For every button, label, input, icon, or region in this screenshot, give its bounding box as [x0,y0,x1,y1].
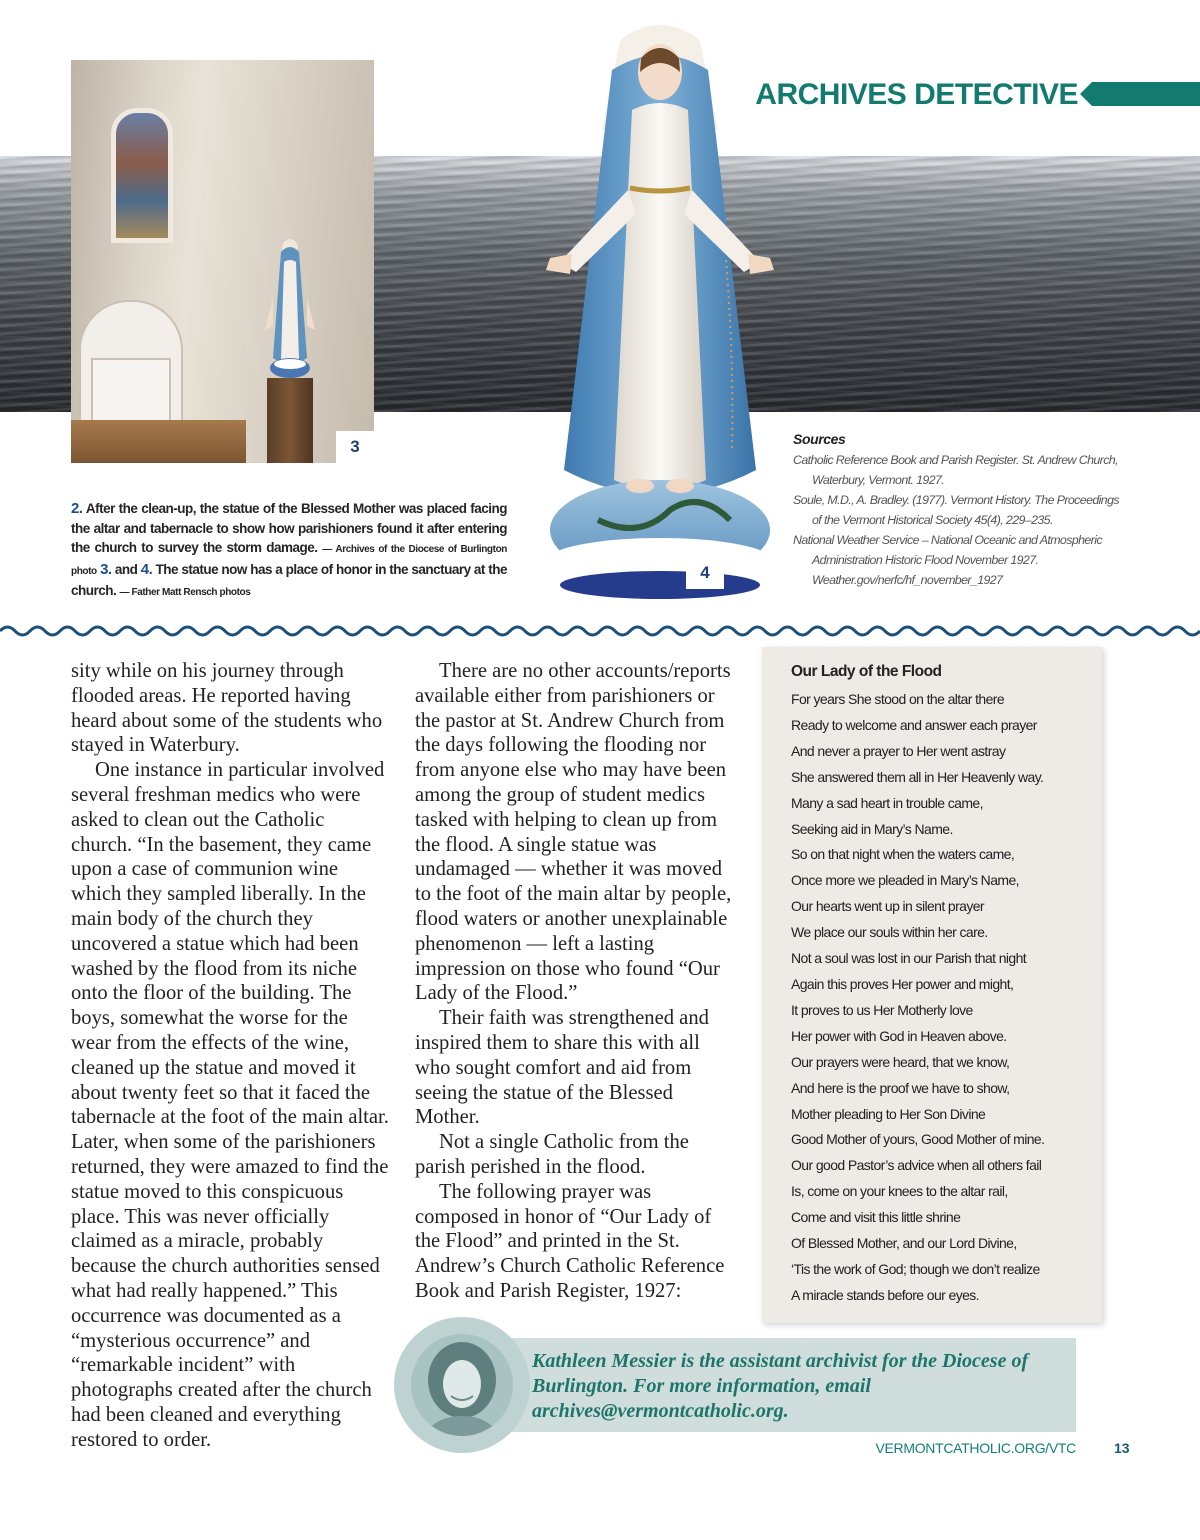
poem-line: A miracle stands before our eyes. [791,1286,979,1303]
poem-line: Many a sad heart in trouble came, [791,794,983,811]
caption-and: and [114,561,138,577]
church-interior-photo [71,60,374,463]
poem-line: Once more we pleaded in Mary’s Name, [791,872,1019,889]
poem-line: For years She stood on the altar there [791,691,1004,707]
article-paragraph: Not a single Catholic from the parish perished in the flood. [415,1131,689,1178]
poem-line: Is, come on your knees to the altar rail, [791,1183,1008,1200]
article-paragraph: The following prayer was composed in honor of “Our Lady of the Flood” and printed in the St. Andrew’s Church Catholic Reference Book and Parish Register, 1927: [415,1180,725,1302]
photo-number-4: 4 [686,557,724,589]
caption-credit-3-4: — Father Matt Rensch photos [119,587,251,599]
poem-line: We place our souls within her care. [791,924,988,941]
poem-line: And here is the proof we have to show, [791,1079,1010,1096]
article-paragraph: Their faith was strengthened and inspired them to share this with all who sought comfort and aid from seeing the statue of the Blessed Mother. [415,1007,709,1129]
poem-line: Ready to welcome and answer each prayer [791,716,1037,733]
caption-text-2: After the clean-up, the statue of the Blessed Mother was placed facing the altar and tabernacle to show how parishioners found it after entering the church to survey the storm damage. [71,501,508,556]
church-pews [71,420,246,463]
poem-line: Our prayers were heard, that we know, [791,1053,1010,1070]
article-column-2 [415,659,733,1304]
article-paragraph: There are no other accounts/reports available either from parishioners or the pastor at St. Andrew Church from the days following the flooding nor from anyone else who may have been among the group of student medics tasked with helping to clean up from the flood. A single statue was undamaged — whether it was moved to the foot of the main altar by people, flood waters or another unexplainable phenomenon — left a lasting impression on those who found “Our Lady of the Flood.” [415,660,732,1005]
poem-line: Mother pleading to Her Son Divine [791,1105,986,1122]
page-number: 13 [1114,1440,1130,1456]
poem-line: ‘Tis the work of God; though we don’t realize [791,1260,1040,1277]
poem-box [762,647,1102,1323]
sources-title: Sources [793,431,846,447]
article-column-1 [71,659,389,1453]
small-statue-figure [263,238,317,380]
article-paragraph: One instance in particular involved several freshman medics who were asked to clean out the Catholic church. “In the basement, they came upon a case of communion wine which they sampled liberally. In the main body of the church they uncovered a statue which had been washed by the flood from its niche onto the floor of the building. The boys, somewhat the worse for the wear from the effects of the wine, cleaned up the statue and moved it about twenty feet so that it faced the tabernacle at the foot of the main altar. Later, when some of the parishioners returned, they were amazed to find the statue moved to this conspicuous place. This was never officially claimed as a miracle, probably because the church authorities sensed what had really happened.” This occurrence was documented as a “mysterious occurrence” and “remarkable incident” with photographs created after the church had been cleaned and everything restored to order. [71,759,389,1451]
poem-title: Our Lady of the Flood [791,663,942,680]
source-item: Soule, M.D., A. Bradley. (1977). Vermont History. The Proceedings of the Vermont Historical Society 45(4), 229–235. [793,493,1119,527]
caption-number-2: 2. [71,500,83,517]
poem-line: And never a prayer to Her went astray [791,742,1006,759]
poem-line: Our hearts went up in silent prayer [791,898,984,915]
statue-pedestal [267,378,313,463]
poem-line: Again this proves Her power and might, [791,975,1014,992]
author-bio-text: Kathleen Messier is the assistant archivist for the Diocese of Burlington. For more information, email archives@vermontcatholic.org. [532,1350,1029,1422]
poem-line: Of Blessed Mother, and our Lord Divine, [791,1235,1017,1252]
poem-line: Not a soul was lost in our Parish that night [791,950,1027,967]
section-title: ARCHIVES DETECTIVE [755,78,1078,111]
sources-block [793,431,1123,590]
stained-glass-window [111,108,173,243]
photo-caption [71,499,507,603]
poem-line: It proves to us Her Motherly love [791,1001,973,1018]
poem-line: Her power with God in Heaven above. [791,1027,1007,1044]
caption-number-3: 3. [100,560,112,578]
poem-line: She answered them all in Her Heavenly way. [791,768,1044,785]
author-avatar [411,1334,513,1436]
article-paragraph: sity while on his journey through flooded areas. He reported having heard about some of the students who stayed in Waterbury. [71,660,383,757]
footer-url[interactable]: VERMONTCATHOLIC.ORG/VTC [875,1440,1076,1456]
source-item: National Weather Service – National Oceanic and Atmospheric Administration Historic Flood November 1927. Weather.gov/nerfc/hf_november_1927 [793,533,1102,587]
caption-text-3-4: The statue now has a place of honor in the sanctuary at the church. [71,561,507,599]
blessed-mother-statue-photo [520,0,800,600]
poem-line: Our good Pastor’s advice when all others fail [791,1157,1042,1174]
poem-line: Seeking aid in Mary’s Name. [791,820,953,837]
poem-line: Good Mother of yours, Good Mother of mine. [791,1131,1045,1148]
poem-lines [791,687,1091,1309]
source-item: Catholic Reference Book and Parish Register. St. Andrew Church, Waterbury, Vermont. 1927. [793,453,1118,487]
photo-number-3: 3 [336,431,374,463]
caption-number-4: 4. [140,560,153,578]
wave-divider [0,620,1200,642]
poem-line: So on that night when the waters came, [791,846,1015,863]
caption-credit-2: — Archives of the Diocese of Burlington photo [71,544,507,577]
poem-line: Come and visit this little shrine [791,1209,961,1226]
section-tab-shape [1080,82,1200,106]
